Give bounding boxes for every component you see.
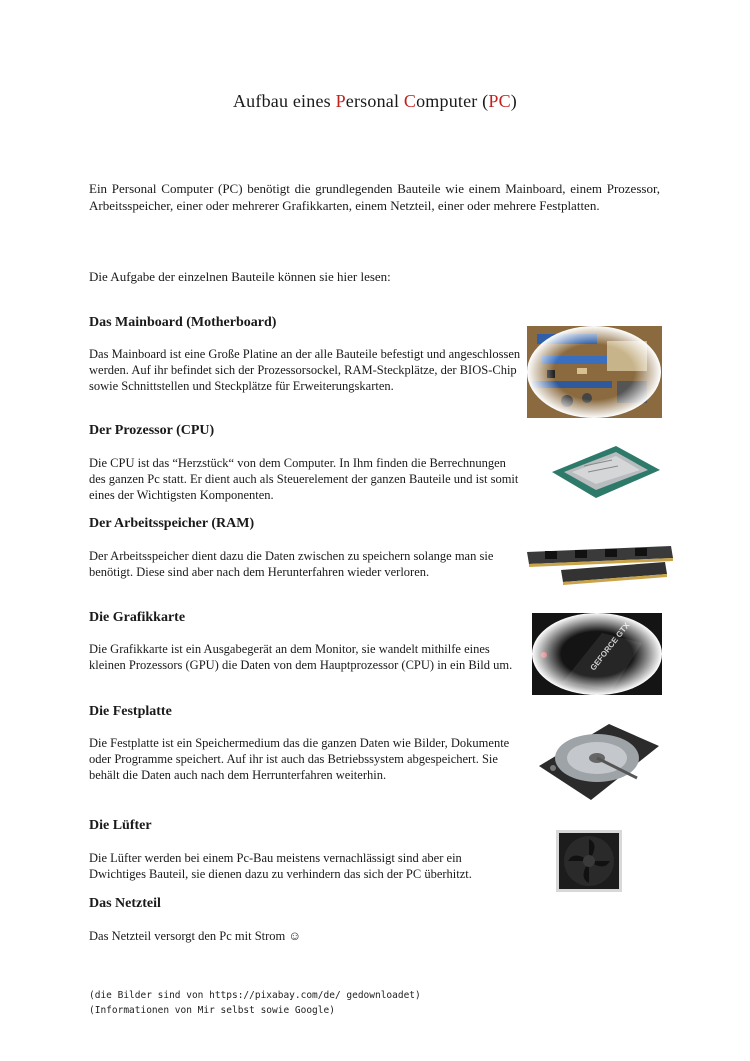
section-heading-ram: Der Arbeitsspeicher (RAM) bbox=[89, 516, 255, 531]
section-heading-hdd: Die Festplatte bbox=[89, 704, 172, 719]
section-text-hdd: Die Festplatte ist ein Speichermedium das die ganzen Daten wie Bilder, Dokumente oder Programme speichert. Auf ihr ist auch das Betriebssystem abgespeichert. Sie behält die Daten auch nach dem Herrunterfahren weiterhin. bbox=[89, 736, 510, 782]
section-text-fan: Die Lüfter werden bei einem Pc-Bau meistens vernachlässigt sind aber ein Dwichtiges Bauteil, sie dienen dazu zu verhindern das sich der PC überhitzt. bbox=[89, 851, 472, 881]
section-text-cpu: Die CPU ist das “Herzstück“ von dem Computer. In Ihm finden die Berrechnungen des ganzen Pc statt. Er dient auch als Steuerelement der ganzen Bauteile und ist somit eines der Wichtigsten Komponenten. bbox=[89, 456, 519, 502]
section-text-gpu: Die Grafikkarte ist ein Ausgabegerät an dem Monitor, sie wandelt mithilfe eines kleinen Prozessors (GPU) die Daten von dem Hauptprozessor (CPU) in ein Bild um. bbox=[89, 642, 513, 672]
section-heading-cpu: Der Prozessor (CPU) bbox=[89, 423, 215, 438]
fan-photo bbox=[556, 830, 622, 892]
motherboard-photo bbox=[527, 326, 662, 418]
hard-drive-photo bbox=[533, 716, 663, 804]
section-heading-gpu: Die Grafikkarte bbox=[89, 610, 186, 625]
section-heading-psu: Das Netzteil bbox=[89, 896, 161, 911]
section-text-ram: Der Arbeitsspeicher dient dazu die Daten zwischen zu speichern solange man sie benötigt. Diese sind aber nach dem Herunterfahren wieder verloren. bbox=[89, 549, 494, 579]
section-heading-fan: Die Lüfter bbox=[89, 818, 152, 833]
section-text-mainboard: Das Mainboard ist eine Große Platine an der alle Bauteile befestigt und angeschlossen werden. Auf ihr befindet sich der Prozessorsockel, RAM-Steckplätze, der BIOS-Chip sowie Schnittstellen und Steckplätze für Erweiterungskarten. bbox=[89, 347, 521, 393]
cpu-photo bbox=[538, 432, 668, 507]
lead-sentence: Die Aufgabe der einzelnen Bauteile können sie hier lesen: bbox=[89, 269, 391, 284]
graphics-card-photo bbox=[532, 613, 662, 695]
footer-image-source: (die Bilder sind von https://pixabay.com/de/ gedownloadet) bbox=[89, 990, 421, 1001]
intro-paragraph: Ein Personal Computer (PC) benötigt die grundlegenden Bauteile wie einem Mainboard, einem Prozessor, Arbeitsspeicher, einer oder mehrerer Grafikkarten, einem Netzteil, einer oder mehrere Festplatten. bbox=[89, 181, 660, 213]
section-heading-mainboard: Das Mainboard (Motherboard) bbox=[89, 315, 277, 330]
page-title: Aufbau eines Personal Computer (PC) bbox=[232, 91, 517, 111]
section-text-psu: Das Netzteil versorgt den Pc mit Strom ☺ bbox=[89, 929, 302, 943]
ram-photo bbox=[525, 540, 675, 590]
footer-info-source: (Informationen von Mir selbst sowie Google) bbox=[89, 1005, 335, 1016]
